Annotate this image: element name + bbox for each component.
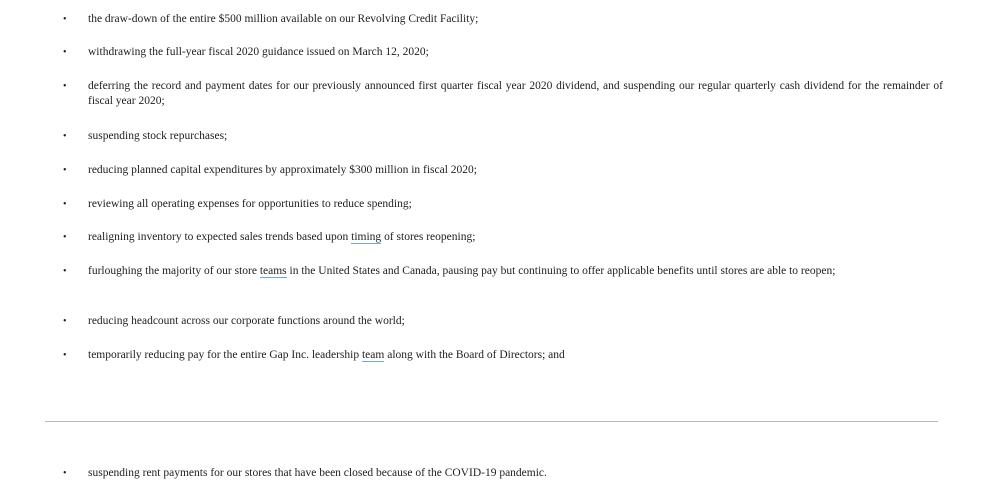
page-break-divider — [45, 421, 938, 422]
bullet-text: the draw-down of the entire $500 million available on our Revolving Credit Facility; — [88, 13, 479, 25]
bullet-marker: • — [63, 131, 67, 142]
bullet-text — [88, 230, 943, 245]
bullet-marker: • — [63, 47, 67, 58]
spellcheck-marked-word: teams — [259, 265, 287, 277]
bullet-marker: • — [63, 165, 67, 176]
bullet-text — [88, 348, 943, 363]
bullet-marker: • — [63, 232, 67, 243]
text-run: temporarily reducing pay for the entire Gap Inc. leadership — [88, 349, 362, 361]
text-run: furloughing the majority of our store — [88, 265, 260, 277]
bullet-marker: • — [63, 199, 67, 210]
bullet-text — [88, 264, 943, 279]
bullet-text: deferring the record and payment dates for our previously announced first quarter fiscal year 2020 dividend, and suspending our regular quarterly cash dividend for the remainder of fiscal year 2020; — [88, 80, 943, 107]
text-run: realigning inventory to expected sales trends based upon — [88, 231, 352, 243]
text-run: of stores reopening; — [381, 231, 476, 243]
text-run: along with the Board of Directors; and — [384, 349, 565, 361]
bullet-text: reducing headcount across our corporate functions around the world; — [88, 315, 405, 327]
text-run: in the United States and Canada, pausing pay but continuing to offer applicable benefits until stores are able to reopen; — [286, 265, 836, 277]
spellcheck-marked-word: team — [361, 349, 385, 361]
bullet-marker: • — [63, 316, 67, 327]
bullet-text: reviewing all operating expenses for opportunities to reduce spending; — [88, 198, 412, 210]
bullet-marker: • — [63, 81, 67, 92]
bullet-text: withdrawing the full-year fiscal 2020 guidance issued on March 12, 2020; — [88, 46, 429, 58]
bullet-marker: • — [63, 266, 67, 277]
bullet-text: reducing planned capital expenditures by approximately $300 million in fiscal 2020; — [88, 164, 477, 176]
bullet-marker: • — [63, 350, 67, 361]
bullet-text: suspending stock repurchases; — [88, 130, 228, 142]
spellcheck-marked-word: timing — [351, 231, 382, 243]
bullet-marker: • — [63, 468, 67, 479]
bullet-marker: • — [63, 14, 67, 25]
bullet-text: suspending rent payments for our stores that have been closed because of the COVID-19 pandemic. — [88, 467, 547, 479]
